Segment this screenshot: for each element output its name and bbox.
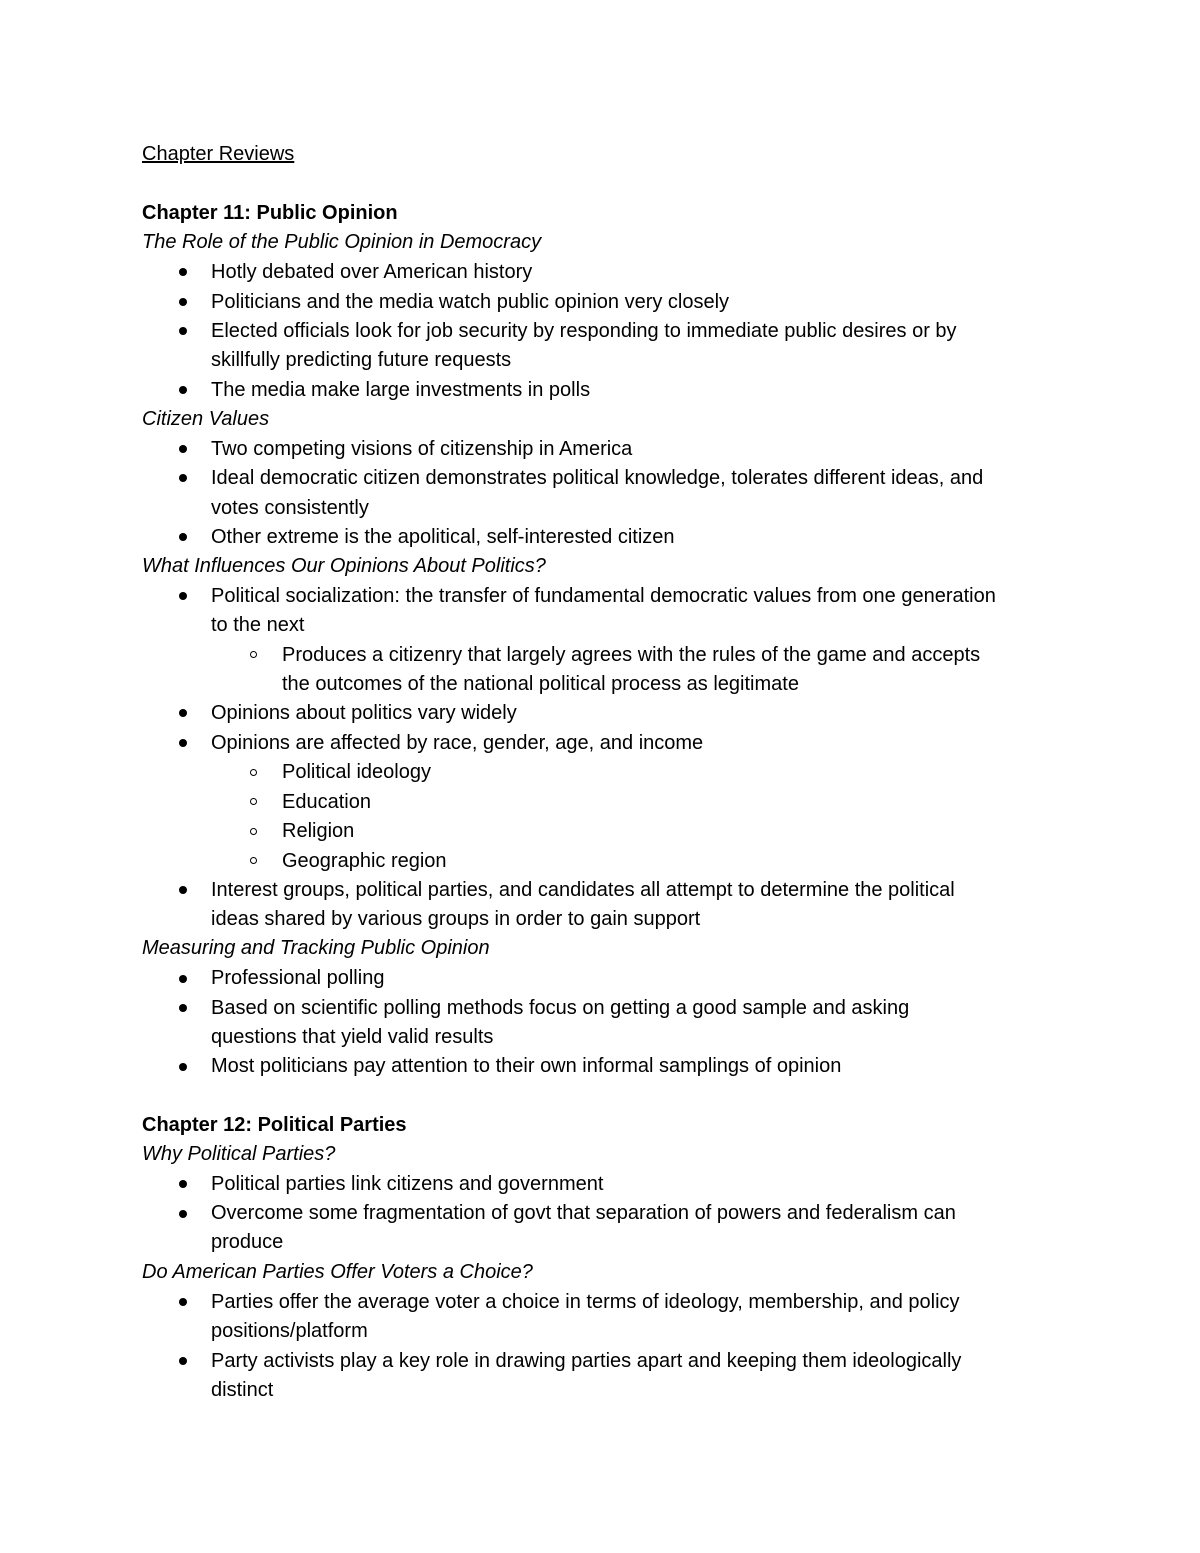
bullet-dot-icon: [179, 886, 187, 894]
bullet-dot-icon: [179, 327, 187, 335]
bullet-dot-icon: [179, 1357, 187, 1365]
list-item: Party activists play a key role in drawing parties apart and keeping them ideologically: [211, 1350, 962, 1372]
sub-list-item: Religion: [282, 820, 355, 842]
list-item-continuation: votes consistently: [211, 497, 369, 519]
section-heading: Why Political Parties?: [142, 1143, 336, 1165]
list-item-continuation: distinct: [211, 1379, 274, 1401]
list-item-continuation: positions/platform: [211, 1320, 368, 1342]
bullet-dot-icon: [179, 533, 187, 541]
bullet-dot-icon: [179, 975, 187, 983]
sub-list-item: Political ideology: [282, 761, 431, 783]
bullet-dot-icon: [179, 1180, 187, 1188]
bullet-dot-icon: [179, 474, 187, 482]
list-item-continuation: ideas shared by various groups in order to gain support: [211, 908, 701, 930]
bullet-circle-icon: [250, 828, 257, 835]
sub-list-item: Education: [282, 791, 371, 813]
list-item: Interest groups, political parties, and candidates all attempt to determine the political: [211, 879, 955, 901]
list-item: Politicians and the media watch public opinion very closely: [211, 291, 730, 313]
bullet-dot-icon: [179, 739, 187, 747]
list-item: Ideal democratic citizen demonstrates political knowledge, tolerates different ideas, and: [211, 467, 984, 489]
list-item: Political parties link citizens and government: [211, 1173, 604, 1195]
bullet-dot-icon: [179, 1298, 187, 1306]
list-item: Opinions are affected by race, gender, age, and income: [211, 732, 704, 754]
document-title: Chapter Reviews: [142, 143, 295, 165]
bullet-dot-icon: [179, 592, 187, 600]
sub-list-item: Produces a citizenry that largely agrees with the rules of the game and accepts: [282, 644, 981, 666]
chapter-title: Chapter 11: Public Opinion: [142, 202, 398, 224]
list-item: Hotly debated over American history: [211, 261, 533, 283]
bullet-dot-icon: [179, 1063, 187, 1071]
bullet-dot-icon: [179, 445, 187, 453]
sub-list-item-continuation: the outcomes of the national political process as legitimate: [282, 673, 799, 695]
list-item: Most politicians pay attention to their own informal samplings of opinion: [211, 1055, 842, 1077]
list-item: Overcome some fragmentation of govt that separation of powers and federalism can: [211, 1202, 956, 1224]
bullet-circle-icon: [250, 651, 257, 658]
list-item: Opinions about politics vary widely: [211, 702, 517, 724]
bullet-dot-icon: [179, 1004, 187, 1012]
sub-list-item: Geographic region: [282, 850, 447, 872]
list-item-continuation: questions that yield valid results: [211, 1026, 494, 1048]
list-item: Two competing visions of citizenship in America: [211, 438, 633, 460]
section-heading: The Role of the Public Opinion in Democracy: [142, 231, 542, 253]
list-item-continuation: to the next: [211, 614, 305, 636]
list-item-continuation: skillfully predicting future requests: [211, 349, 512, 371]
chapter-title: Chapter 12: Political Parties: [142, 1114, 407, 1136]
list-item: Other extreme is the apolitical, self-interested citizen: [211, 526, 675, 548]
bullet-dot-icon: [179, 298, 187, 306]
list-item: Political socialization: the transfer of fundamental democratic values from one generation: [211, 585, 996, 607]
section-heading: Do American Parties Offer Voters a Choice?: [142, 1261, 533, 1283]
bullet-dot-icon: [179, 1210, 187, 1218]
bullet-circle-icon: [250, 857, 257, 864]
list-item: Based on scientific polling methods focus on getting a good sample and asking: [211, 997, 910, 1019]
bullet-circle-icon: [250, 798, 257, 805]
section-heading: Citizen Values: [142, 408, 270, 430]
list-item: The media make large investments in polls: [211, 379, 591, 401]
list-item: Professional polling: [211, 967, 385, 989]
bullet-dot-icon: [179, 386, 187, 394]
bullet-dot-icon: [179, 268, 187, 276]
section-heading: What Influences Our Opinions About Politics?: [142, 555, 546, 577]
bullet-circle-icon: [250, 769, 257, 776]
list-item: Parties offer the average voter a choice in terms of ideology, membership, and policy: [211, 1291, 960, 1313]
list-item-continuation: produce: [211, 1231, 284, 1253]
list-item: Elected officials look for job security by responding to immediate public desires or by: [211, 320, 957, 342]
section-heading: Measuring and Tracking Public Opinion: [142, 937, 490, 959]
bullet-dot-icon: [179, 709, 187, 717]
